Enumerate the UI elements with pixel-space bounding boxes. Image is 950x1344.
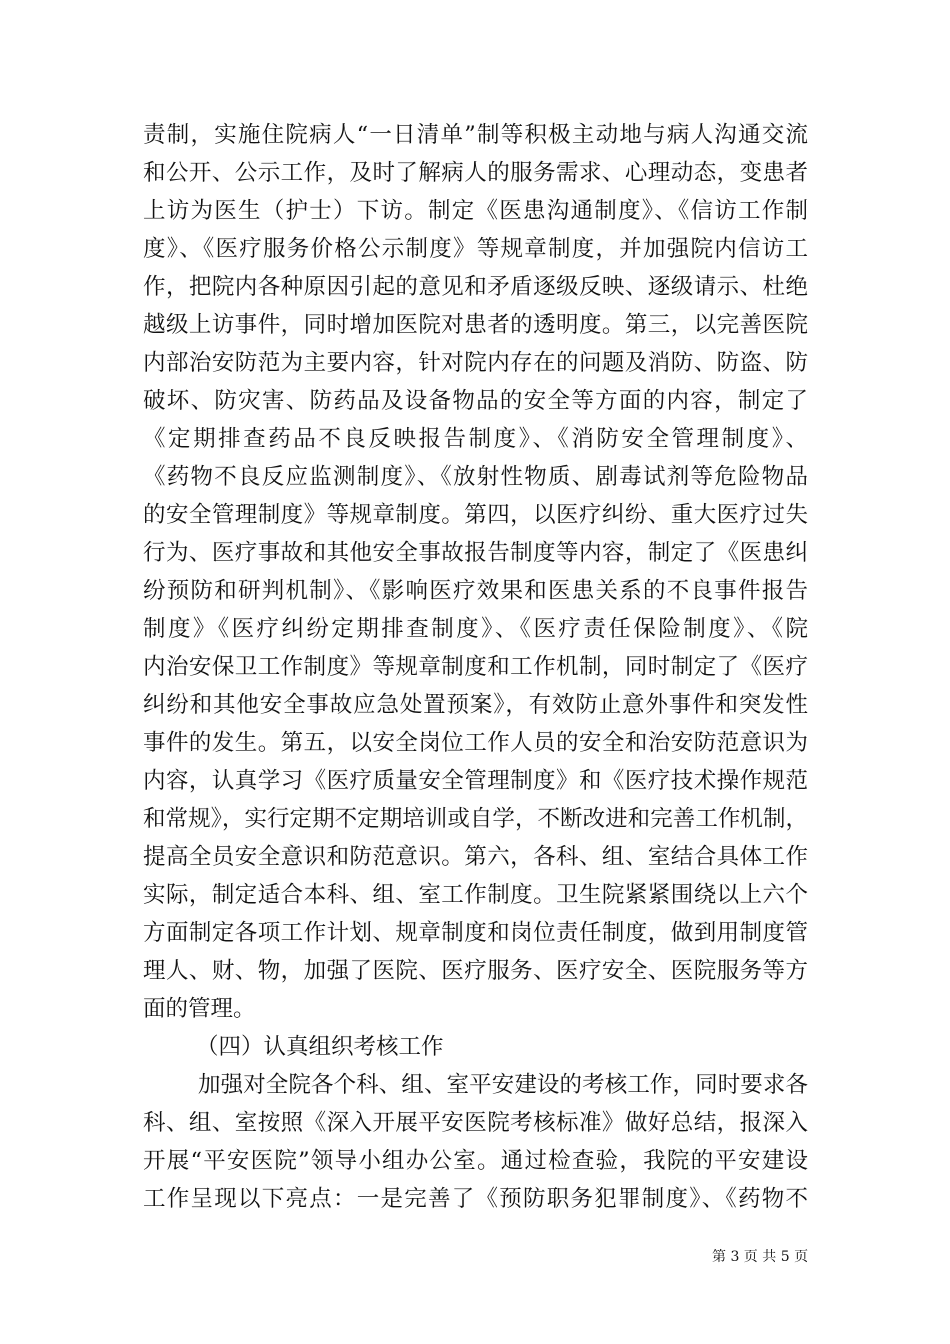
- text-line: 工作呈现以下亮点：一是完善了《预防职务犯罪制度》、《药物不: [143, 1186, 808, 1212]
- text-line: 和常规》，实行定期不定期培训或自学，不断改进和完善工作机制，: [143, 806, 808, 832]
- text-line: 制度》《医疗纠纷定期排查制度》、《医疗责任保险制度》、《院: [143, 616, 808, 642]
- text-line: 内部治安防范为主要内容，针对院内存在的问题及消防、防盗、防: [143, 350, 808, 376]
- text-line: 科、组、室按照《深入开展平安医院考核标准》做好总结，报深入: [143, 1110, 808, 1136]
- text-line: 加强对全院各个科、组、室平安建设的考核工作，同时要求各: [198, 1072, 808, 1098]
- text-line: 和公开、公示工作，及时了解病人的服务需求、心理动态，变患者: [143, 160, 808, 186]
- text-line: 方面制定各项工作计划、规章制度和岗位责任制度，做到用制度管: [143, 920, 808, 946]
- text-line: 的安全管理制度》等规章制度。第四，以医疗纠纷、重大医疗过失: [143, 502, 808, 528]
- text-line: 上访为医生（护士）下访。制定《医患沟通制度》、《信访工作制: [143, 198, 808, 224]
- text-line: 度》、《医疗服务价格公示制度》等规章制度，并加强院内信访工: [143, 236, 808, 262]
- text-line: 事件的发生。第五，以安全岗位工作人员的安全和治安防范意识为: [143, 730, 808, 756]
- text-line: 作，把院内各种原因引起的意见和矛盾逐级反映、逐级请示、杜绝: [143, 274, 808, 300]
- text-line: 《定期排查药品不良反映报告制度》、《消防安全管理制度》、: [143, 426, 808, 452]
- text-line: 面的管理。: [143, 996, 256, 1022]
- text-line: 行为、医疗事故和其他安全事故报告制度等内容，制定了《医患纠: [143, 540, 808, 566]
- text-line: 责制，实施住院病人“一日清单”制等积极主动地与病人沟通交流: [143, 122, 808, 148]
- section-heading: （四）认真组织考核工作: [196, 1034, 444, 1060]
- text-line: 内容，认真学习《医疗质量安全管理制度》和《医疗技术操作规范: [143, 768, 808, 794]
- text-line: 越级上访事件，同时增加医院对患者的透明度。第三，以完善医院: [143, 312, 808, 338]
- text-line: 纠纷和其他安全事故应急处置预案》，有效防止意外事件和突发性: [143, 692, 808, 718]
- text-line: 内治安保卫工作制度》等规章制度和工作机制，同时制定了《医疗: [143, 654, 808, 680]
- text-line: 纷预防和研判机制》、《影响医疗效果和医患关系的不良事件报告: [143, 578, 808, 604]
- text-line: 实际，制定适合本科、组、室工作制度。卫生院紧紧围绕以上六个: [143, 882, 808, 908]
- text-line: 理人、财、物，加强了医院、医疗服务、医疗安全、医院服务等方: [143, 958, 808, 984]
- text-line: 提高全员安全意识和防范意识。第六，各科、组、室结合具体工作: [143, 844, 808, 870]
- text-line: 《药物不良反应监测制度》、《放射性物质、剧毒试剂等危险物品: [143, 464, 808, 490]
- page-number-footer: 第 3 页 共 5 页: [712, 1249, 809, 1265]
- text-line: 破坏、防灾害、防药品及设备物品的安全等方面的内容，制定了: [143, 388, 808, 414]
- text-line: 开展“平安医院”领导小组办公室。通过检查验，我院的平安建设: [143, 1148, 808, 1174]
